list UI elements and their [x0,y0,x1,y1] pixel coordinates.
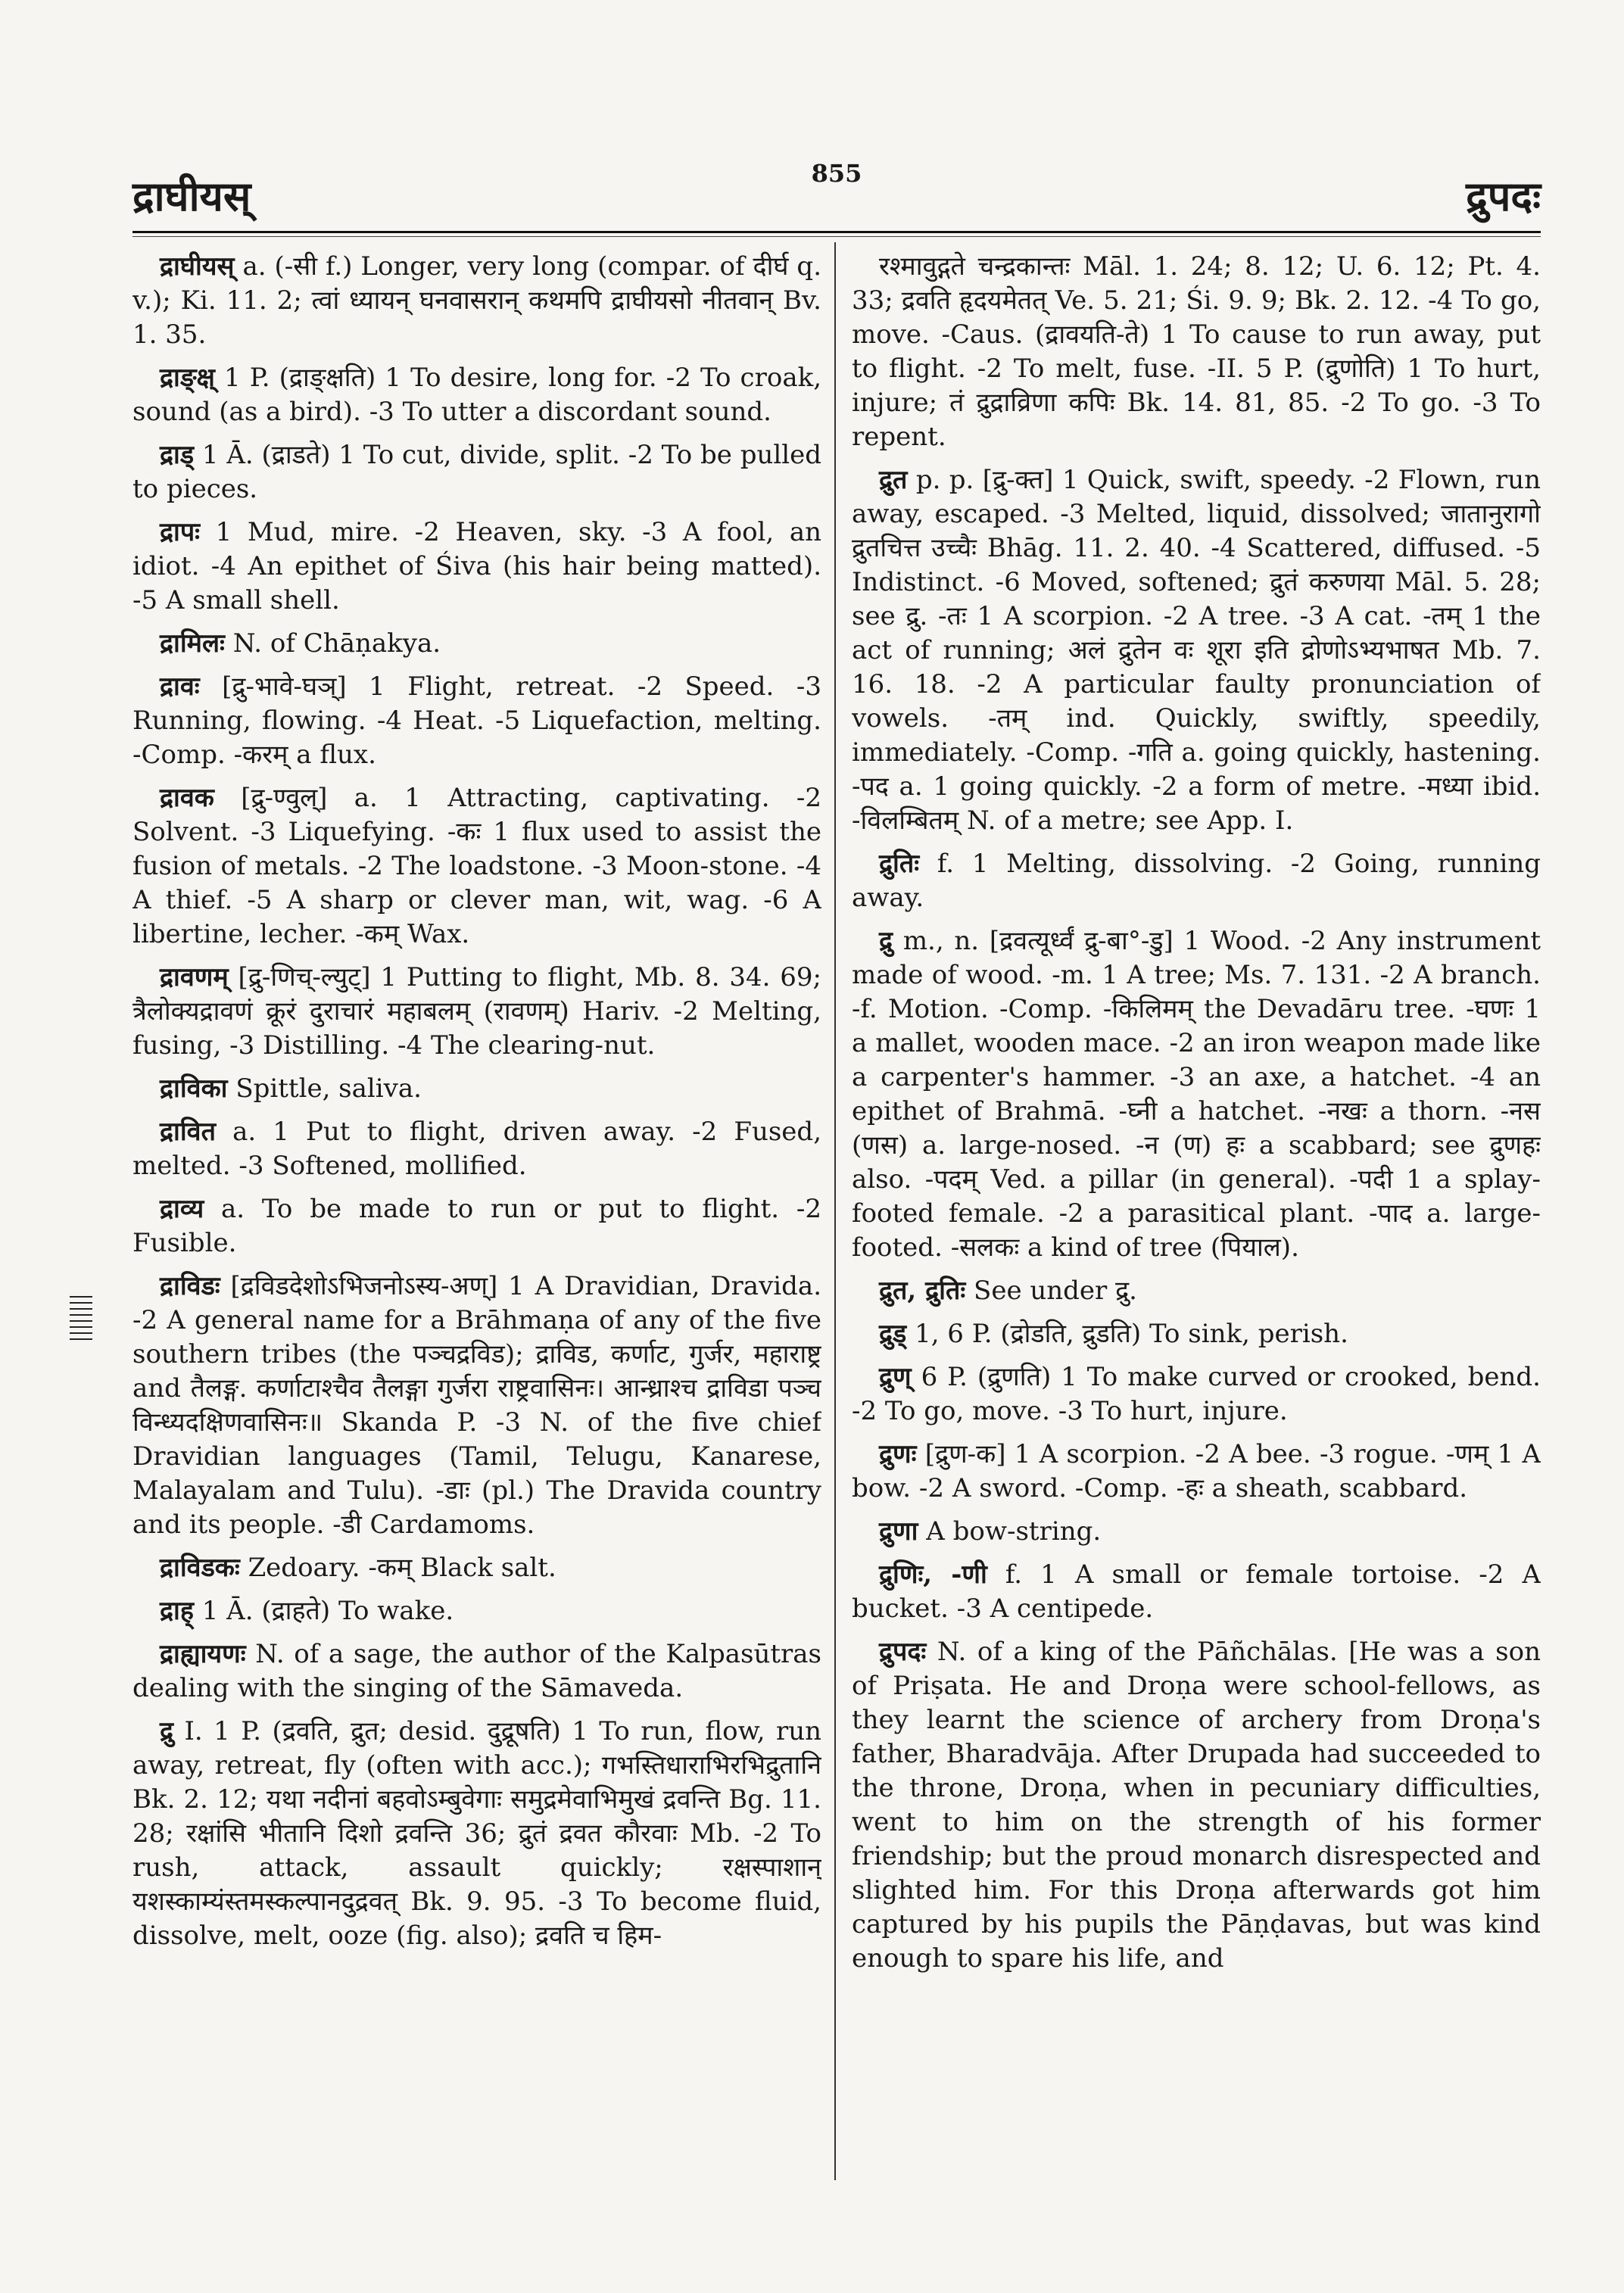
dictionary-entry [132,1637,821,1706]
dictionary-entry [852,250,1541,454]
entry-headword: द्राविडकः [160,1553,240,1583]
entry-headword: द्राह् [160,1596,194,1626]
left-running-headword: द्राघीयस् [132,172,251,220]
dictionary-entry [132,1594,821,1628]
entry-definition: [द्रु-भावे-घञ्] 1 Flight, retreat. -2 Speed. -3 Running, flowing. -4 Heat. -5 Liquefaction, melting. -Comp. -करम् a flux. [132,671,821,770]
entry-definition: 1 Ā. (द्राडते) 1 To cut, divide, split. -2 To be pulled to pieces. [132,440,821,504]
dictionary-entry [852,1558,1541,1626]
dictionary-entry [132,670,821,772]
column-divider [834,242,836,2180]
page-header [132,151,1541,235]
entry-definition: 1 P. (द्राङ्क्षति) 1 To desire, long for. -2 To croak, sound (as a bird). -3 To utter a discordant sound. [132,363,821,427]
dictionary-entry [132,1115,821,1183]
entry-definition: N. of a sage, the author of the Kalpasūtras dealing with the singing of the Sāmaveda. [132,1639,821,1703]
entry-definition: a. (-सी f.) Longer, very long (compar. of दीर्घ q. v.); Ki. 11. 2; त्वां ध्यायन् घनवासरान् कथमपि द्राघीयसो नीतवान् Bv. 1. 35. [132,251,821,350]
entry-definition: f. 1 A small or female tortoise. -2 A bucket. -3 A centipede. [852,1559,1541,1624]
entry-headword: द्राविका [160,1073,228,1104]
entry-definition: 1 Mud, mire. -2 Heaven, sky. -3 A fool, an idiot. -4 An epithet of Śiva (his hair being matted). -5 A small shell. [132,517,821,615]
entry-headword: द्रुण् [879,1362,912,1392]
entry-headword: द्रुणिः, -णी [879,1559,987,1590]
dictionary-entry [852,1360,1541,1428]
entry-headword: द्रुड् [879,1319,907,1349]
dictionary-entry [852,847,1541,915]
dictionary-entry [132,1715,821,1953]
right-running-headword: द्रुपदः [1466,172,1541,220]
dictionary-entry [132,1072,821,1106]
entry-headword: द्रुणः [879,1439,917,1469]
dictionary-entry [852,1274,1541,1308]
entry-definition: 6 P. (द्रुणति) 1 To make curved or crooked, bend. -2 To go, move. -3 To hurt, injure. [852,1362,1541,1426]
entry-headword: द्रुपदः [879,1637,927,1667]
entry-definition: N. of Chāṇakya. [232,628,441,659]
left-column [132,250,821,2218]
dictionary-entry [852,1317,1541,1351]
entry-definition: a. To be made to run or put to flight. -2 Fusible. [132,1194,821,1258]
entry-definition: A bow-string. [926,1516,1102,1547]
entry-headword: द्रुत, द्रुतिः [879,1276,966,1306]
entry-definition: m., n. [द्रवत्यूर्ध्वं द्रु-बा°-डु] 1 Wood. -2 Any instrument made of wood. -m. 1 A tree; Ms. 7. 131. -2 A branch. -f. Motion. -Comp. -किलिमम् the Devadāru tree. -घणः 1 a mallet, wooden mace. -2 an iron weapon made like a carpenter's hammer. -3 an axe, a hatchet. -4 an epithet of Brahmā. -घ्नी a hatchet. -नखः a thorn. -नस (णस) a. large-nosed. -न (ण) हः a scabbard; see द्रुणहः also. -पदम् Ved. a pillar (in general). -पदी 1 a splay-footed female. -2 a parasitical plant. -पाद a. large-footed. -सलकः a kind of tree (पियाल). [852,926,1541,1263]
entry-definition: [द्रुण-क] 1 A scorpion. -2 A bee. -3 rogue. -णम् 1 A bow. -2 A sword. -Comp. -हः a sheath, scabbard. [852,1439,1541,1503]
entry-definition: [द्रु-णिच्-ल्युट्] 1 Putting to flight, Mb. 8. 34. 69; त्रैलोक्यद्रावणं क्रूरं दुराचारं महाबलम् (रावणम्) Hariv. -2 Melting, fusing, -3 Distilling. -4 The clearing-nut. [132,962,821,1061]
entry-definition: [द्रविडदेशोऽभिजनोऽस्य-अण्] 1 A Dravidian, Dravida. -2 A general name for a Brāhmaṇa of any of the five southern tribes (the पञ्चद्रविड); द्राविड, कर्णाट, गुर्जर, महाराष्ट्र and तैलङ्ग. कर्णाटाश्चैव तैलङ्गा गुर्जरा राष्ट्रवासिनः। आन्ध्राश्च द्राविडा पञ्च विन्ध्यदक्षिणवासिनः॥ Skanda P. -3 N. of the five chief Dravidian languages (Tamil, Telugu, Kanarese, Malayalam and Tulu). -डाः (pl.) The Dravida country and its people. -डी Cardamoms. [132,1271,821,1540]
entry-definition: p. p. [द्रु-क्त] 1 Quick, swift, speedy. -2 Flown, run away, escaped. -3 Melted, liquid, dissolved; जातानुरागो द्रुतचित्त उच्चैः Bhāg. 11. 2. 40. -4 Scattered, diffused. -5 Indistinct. -6 Moved, softened; द्रुतं करुणया Māl. 5. 28; see द्रु. -तः 1 A scorpion. -2 A tree. -3 A cat. -तम् 1 the act of running; अलं द्रुतेन वः शूरा इति द्रोणोऽभ्यभाषत Mb. 7. 16. 18. -2 A particular faulty pronunciation of vowels. -तम् ind. Quickly, swiftly, speedily, immediately. -Comp. -गति a. going quickly, hastening. -पद a. 1 going quickly. -2 a form of metre. -मध्या ibid. -विलम्बितम् N. of a metre; see App. I. [852,465,1541,836]
entry-headword: द्रामिलः [160,628,225,659]
right-column [852,250,1541,2218]
entry-definition: I. 1 P. (द्रवति, द्रुत; desid. दुद्रूषति) 1 To run, flow, run away, retreat, fly (often with acc.); गभस्तिधाराभिरभिद्रुतानि Bk. 2. 12; यथा नदीनां बहवोऽम्बुवेगाः समुद्रमेवाभिमुखं द्रवन्ति Bg. 11. 28; रक्षांसि भीतानि दिशो द्रवन्ति 36; द्रुतं द्रवत कौरवाः Mb. -2 To rush, attack, assault quickly; रक्षस्पाशान् यशस्काम्यंस्तमस्कल्पानदुद्रवत् Bk. 9. 95. -3 To become fluid, dissolve, melt, ooze (fig. also); द्रवति च हिम- [132,1716,821,1951]
entry-definition: रश्मावुद्गते चन्द्रकान्तः Māl. 1. 24; 8. 12; U. 6. 12; Pt. 4. 33; द्रवति हृदयमेतत् Ve. 5. 21; Śi. 9. 9; Bk. 2. 12. -4 To go, move. -Caus. (द्रावयति-ते) 1 To cause to run away, put to flight. -2 To melt, fuse. -II. 5 P. (द्रुणोति) 1 To hurt, injure; तं द्रुद्राव्रिणा कपिः Bk. 14. 81, 85. -2 To go. -3 To repent. [852,251,1541,452]
entry-headword: द्रुणा [879,1516,918,1547]
dictionary-entry [132,250,821,352]
entry-headword: द्रु [160,1716,174,1746]
entry-definition: 1 Ā. (द्राहते) To wake. [201,1596,454,1626]
entry-headword: द्राड् [160,440,195,470]
page-number: 855 [811,159,862,188]
dictionary-entry [132,961,821,1063]
entry-headword: द्रावः [160,671,200,702]
entry-definition: N. of a king of the Pāñchālas. [He was a son of Priṣata. He and Droṇa were school-fellows, as they learnt the science of archery from Droṇa's father, Bharadvāja. After Drupada had succeeded to the throne, Droṇa, when in pecuniary difficulties, went to him on the strength of his former friendship; but the proud monarch disrespected and slighted him. For this Droṇa afterwards got him captured by his pupils the Pāṇḍavas, but was kind enough to spare his life, and [852,1637,1541,1974]
header-rule-thin [132,236,1541,237]
dictionary-entry [852,463,1541,838]
entry-headword: द्राङ्क्ष् [160,363,215,393]
entry-definition: Spittle, saliva. [235,1073,422,1104]
dictionary-entry [132,781,821,952]
dictionary-entry [852,1515,1541,1549]
entry-definition: [द्रु-ण्वुल्] a. 1 Attracting, captivating. -2 Solvent. -3 Liquefying. -कः 1 flux used to assist the fusion of metals. -2 The loadstone. -3 Moon-stone. -4 A thief. -5 A sharp or clever man, wit, wag. -6 A libertine, lecher. -कम् Wax. [132,783,821,949]
dictionary-entry [132,516,821,618]
entry-definition: Zedoary. -कम् Black salt. [248,1553,556,1583]
entry-headword: द्राह्यायणः [160,1639,246,1669]
entry-headword: द्रावित [160,1117,216,1147]
dictionary-entry [132,361,821,429]
entry-headword: द्रुत [879,465,908,495]
dictionary-entry [132,627,821,661]
dictionary-entry [132,1551,821,1585]
dictionary-entry [852,924,1541,1265]
dictionary-entry [132,1192,821,1260]
header-rule [132,231,1541,233]
entry-definition: a. 1 Put to flight, driven away. -2 Fused, melted. -3 Softened, mollified. [132,1117,821,1181]
dictionary-entry [852,1635,1541,1976]
margin-tally-mark [70,1296,92,1340]
dictionary-entry [132,1270,821,1542]
entry-headword: द्रुतिः [879,849,920,879]
entry-headword: द्रापः [160,517,201,547]
entry-definition: See under द्रु. [974,1276,1137,1306]
entry-headword: द्राघीयस् [160,251,235,282]
entry-headword: द्राविडः [160,1271,220,1301]
entry-headword: द्रावक [160,783,214,813]
dictionary-entry [852,1438,1541,1506]
entry-definition: 1, 6 P. (द्रोडति, द्रुडति) To sink, perish. [915,1319,1348,1349]
dictionary-entry [132,438,821,506]
entry-headword: द्रावणम् [160,962,229,992]
entry-definition: f. 1 Melting, dissolving. -2 Going, running away. [852,849,1541,913]
entry-headword: द्राव्य [160,1194,204,1224]
entry-headword: द्रु [879,926,893,956]
